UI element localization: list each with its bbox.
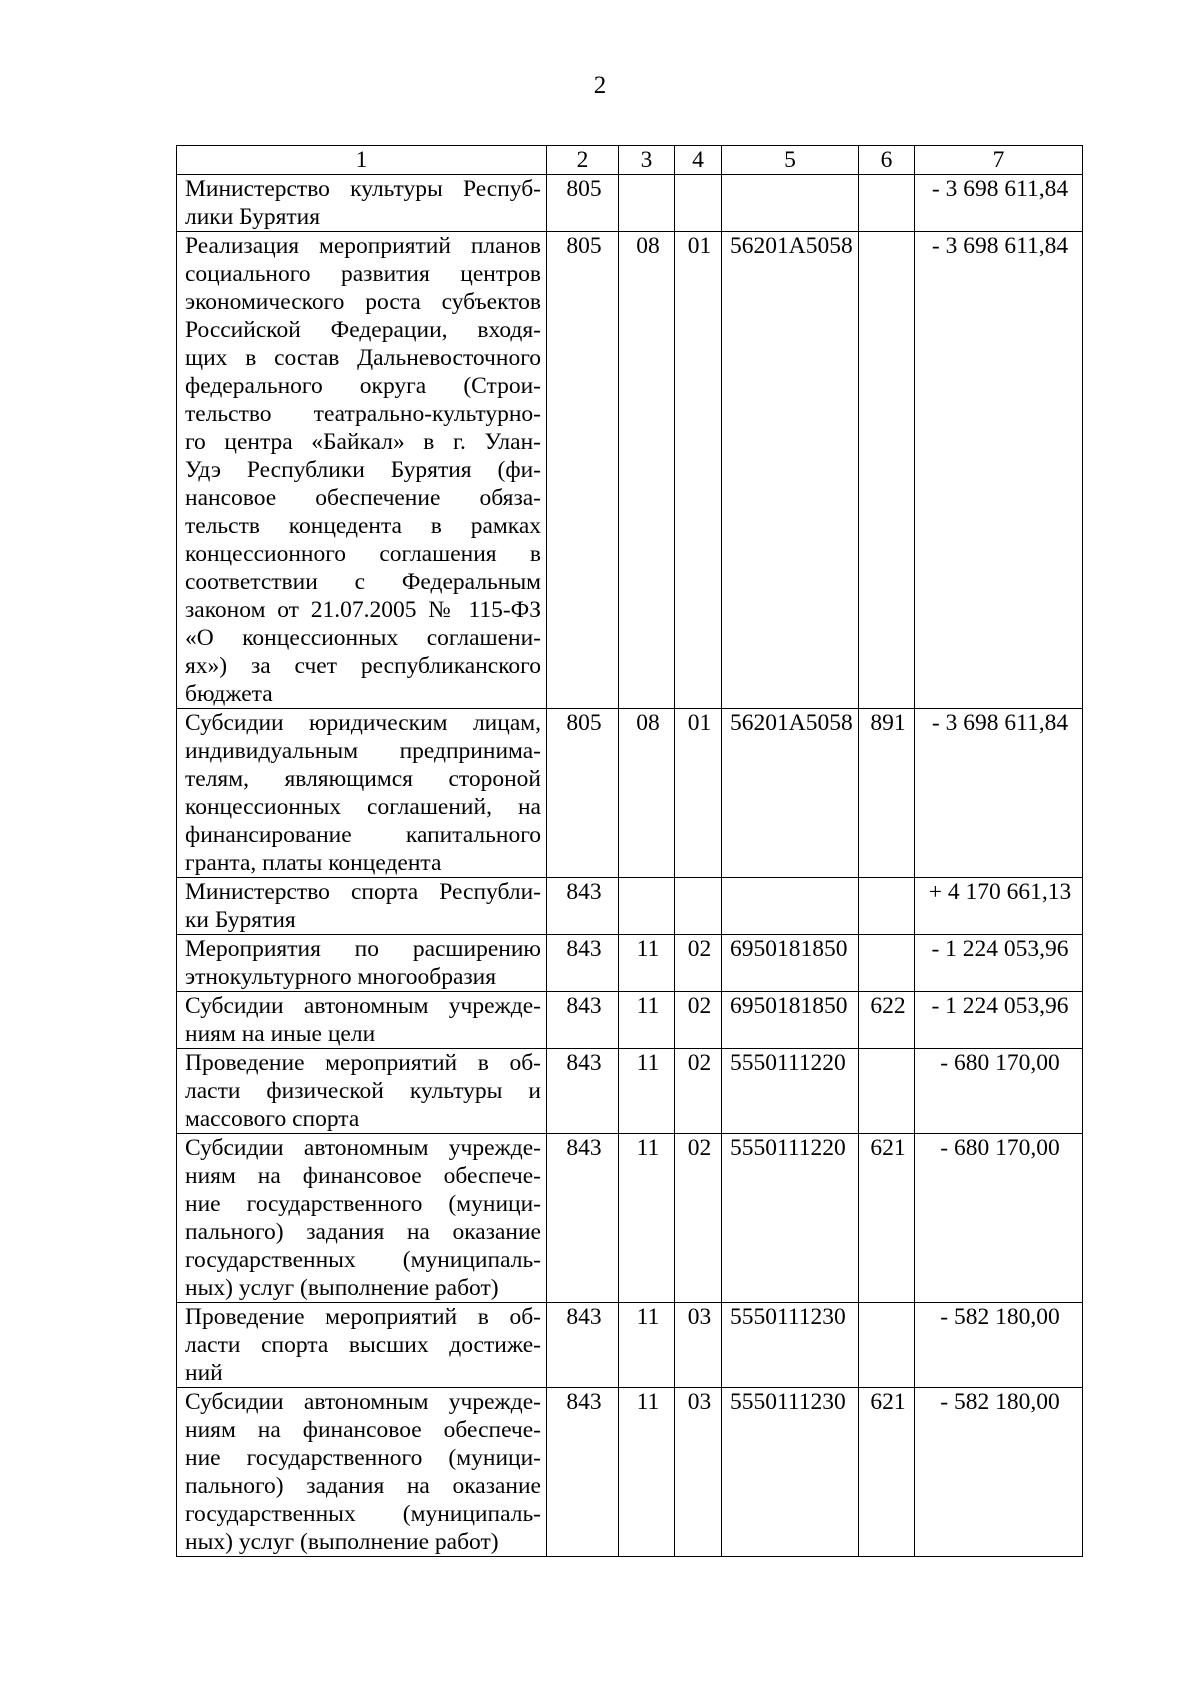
row-code-expense-type (859, 1303, 915, 1388)
header-row (177, 146, 1083, 175)
row-description (177, 175, 547, 232)
row-code-target-article: 5550111230 (722, 1388, 859, 1557)
description-line: Реализация мероприятий планов (185, 233, 541, 259)
description-line: ласти спорта высших достиже- (185, 1332, 541, 1358)
column-header-3: 3 (619, 146, 675, 175)
row-amount: - 3 698 611,84 (915, 232, 1083, 709)
table-row (177, 878, 1083, 935)
row-code-subsection: 02 (675, 935, 722, 992)
description-line: тельств концедента в рамках (185, 513, 541, 539)
row-code-ministry: 805 (547, 175, 619, 232)
row-code-subsection: 01 (675, 709, 722, 878)
column-header-2: 2 (547, 146, 619, 175)
row-code-expense-type (859, 175, 915, 232)
row-code-ministry: 843 (547, 935, 619, 992)
description-line: концессионных соглашений, на (185, 794, 541, 820)
row-code-expense-type: 891 (859, 709, 915, 878)
description-line: государственных (муниципаль- (185, 1247, 541, 1273)
row-code-section: 11 (619, 1049, 675, 1134)
row-amount: - 3 698 611,84 (915, 709, 1083, 878)
row-code-subsection: 02 (675, 1049, 722, 1134)
row-code-subsection (675, 175, 722, 232)
description-line: ных) услуг (выполнение работ) (185, 1529, 499, 1555)
table-row (177, 935, 1083, 992)
row-amount: - 3 698 611,84 (915, 175, 1083, 232)
row-code-subsection: 02 (675, 1134, 722, 1303)
description-line: ниям на иные цели (185, 1021, 376, 1047)
row-amount: + 4 170 661,13 (915, 878, 1083, 935)
row-code-expense-type (859, 935, 915, 992)
description-line: го центра «Байкал» в г. Улан- (185, 429, 541, 455)
table-row (177, 1388, 1083, 1557)
row-description (177, 878, 547, 935)
description-line: экономического роста субъектов (185, 289, 541, 315)
description-line: лики Бурятия (185, 204, 321, 230)
table-row (177, 709, 1083, 878)
column-header-4: 4 (675, 146, 722, 175)
row-code-section: 11 (619, 1388, 675, 1557)
row-code-expense-type (859, 232, 915, 709)
description-line: Субсидии автономным учрежде- (185, 1135, 541, 1161)
row-code-ministry: 805 (547, 232, 619, 709)
description-line: «О концессионных соглашени- (185, 625, 541, 651)
description-line: ние государственного (муници- (185, 1191, 541, 1217)
column-header-5: 5 (722, 146, 859, 175)
row-code-section: 11 (619, 935, 675, 992)
row-amount: - 680 170,00 (915, 1049, 1083, 1134)
row-description (177, 1049, 547, 1134)
row-code-target-article: 6950181850 (722, 935, 859, 992)
table-row (177, 1134, 1083, 1303)
description-line: индивидуальным предпринима- (185, 738, 541, 764)
row-code-expense-type: 621 (859, 1134, 915, 1303)
table-row (177, 1303, 1083, 1388)
row-description (177, 232, 547, 709)
description-line: Российской Федерации, входя- (185, 317, 541, 343)
row-description (177, 935, 547, 992)
row-amount: - 1 224 053,96 (915, 935, 1083, 992)
column-header-1: 1 (177, 146, 547, 175)
description-line: Субсидии юридическим лицам, (185, 710, 541, 736)
description-line: щих в состав Дальневосточного (185, 345, 541, 371)
row-code-section: 11 (619, 1134, 675, 1303)
row-code-subsection: 02 (675, 992, 722, 1049)
row-code-subsection: 01 (675, 232, 722, 709)
table-row (177, 175, 1083, 232)
row-description (177, 1134, 547, 1303)
description-line: Субсидии автономным учрежде- (185, 1389, 541, 1415)
description-line: пального) задания на оказание (185, 1219, 541, 1245)
row-description (177, 1303, 547, 1388)
description-line: пального) задания на оказание (185, 1473, 541, 1499)
row-code-target-article (722, 175, 859, 232)
row-amount: - 582 180,00 (915, 1388, 1083, 1557)
row-code-subsection (675, 878, 722, 935)
row-amount: - 680 170,00 (915, 1134, 1083, 1303)
row-code-target-article: 6950181850 (722, 992, 859, 1049)
table-row (177, 1049, 1083, 1134)
description-line: этнокультурного многообразия (185, 964, 497, 990)
description-line: ний (185, 1360, 223, 1386)
description-line: ях») за счет республиканского (185, 653, 541, 679)
row-amount: - 1 224 053,96 (915, 992, 1083, 1049)
description-line: соответствии с Федеральным (185, 569, 541, 595)
row-code-section (619, 175, 675, 232)
table-row (177, 232, 1083, 709)
row-code-ministry: 843 (547, 1303, 619, 1388)
row-code-ministry: 843 (547, 1049, 619, 1134)
description-line: Мероприятия по расширению (185, 936, 541, 962)
row-amount: - 582 180,00 (915, 1303, 1083, 1388)
row-code-ministry: 843 (547, 1388, 619, 1557)
row-code-section: 11 (619, 992, 675, 1049)
description-line: государственных (муниципаль- (185, 1501, 541, 1527)
column-header-7: 7 (915, 146, 1083, 175)
row-code-section: 08 (619, 709, 675, 878)
description-line: Проведение мероприятий в об- (185, 1050, 541, 1076)
description-line: бюджета (185, 681, 273, 707)
row-code-expense-type (859, 1049, 915, 1134)
row-description (177, 992, 547, 1049)
row-code-target-article: 5550111230 (722, 1303, 859, 1388)
row-code-expense-type: 622 (859, 992, 915, 1049)
row-code-subsection: 03 (675, 1303, 722, 1388)
description-line: ласти физической культуры и (185, 1078, 541, 1104)
row-code-target-article: 5550111220 (722, 1049, 859, 1134)
description-line: ниям на финансовое обеспече- (185, 1417, 541, 1443)
row-code-target-article: 56201А5058 (722, 232, 859, 709)
description-line: гранта, платы концедента (185, 850, 442, 876)
row-description (177, 1388, 547, 1557)
row-code-target-article (722, 878, 859, 935)
table-body (177, 175, 1083, 1557)
row-code-ministry: 843 (547, 878, 619, 935)
description-line: Удэ Республики Бурятия (фи- (185, 457, 541, 483)
description-line: ниям на финансовое обеспече- (185, 1163, 541, 1189)
row-code-expense-type (859, 878, 915, 935)
description-line: законом от 21.07.2005 № 115-ФЗ (185, 597, 541, 623)
description-line: ных) услуг (выполнение работ) (185, 1275, 499, 1301)
description-line: концессионного соглашения в (185, 541, 541, 567)
row-code-ministry: 805 (547, 709, 619, 878)
description-line: финансирование капитального (185, 822, 541, 848)
table-row (177, 992, 1083, 1049)
row-code-expense-type: 621 (859, 1388, 915, 1557)
row-code-ministry: 843 (547, 992, 619, 1049)
row-code-section: 11 (619, 1303, 675, 1388)
description-line: Проведение мероприятий в об- (185, 1304, 541, 1330)
description-line: Министерство спорта Республи- (185, 879, 541, 905)
description-line: федерального округа (Строи- (185, 373, 541, 399)
row-code-section: 08 (619, 232, 675, 709)
description-line: ние государственного (муници- (185, 1445, 541, 1471)
description-line: нансовое обеспечение обяза- (185, 485, 541, 511)
column-header-6: 6 (859, 146, 915, 175)
description-line: телям, являющимся стороной (185, 766, 541, 792)
description-line: ки Бурятия (185, 907, 296, 933)
description-line: Министерство культуры Респуб- (185, 176, 541, 202)
row-code-target-article: 5550111220 (722, 1134, 859, 1303)
row-description (177, 709, 547, 878)
description-line: Субсидии автономным учрежде- (185, 993, 541, 1019)
description-line: массового спорта (185, 1106, 360, 1132)
budget-table (176, 145, 1083, 1557)
description-line: социального развития центров (185, 261, 541, 287)
row-code-target-article: 56201А5058 (722, 709, 859, 878)
page-number: 2 (593, 72, 607, 99)
row-code-ministry: 843 (547, 1134, 619, 1303)
row-code-subsection: 03 (675, 1388, 722, 1557)
description-line: тельство театрально-культурно- (185, 401, 541, 427)
row-code-section (619, 878, 675, 935)
